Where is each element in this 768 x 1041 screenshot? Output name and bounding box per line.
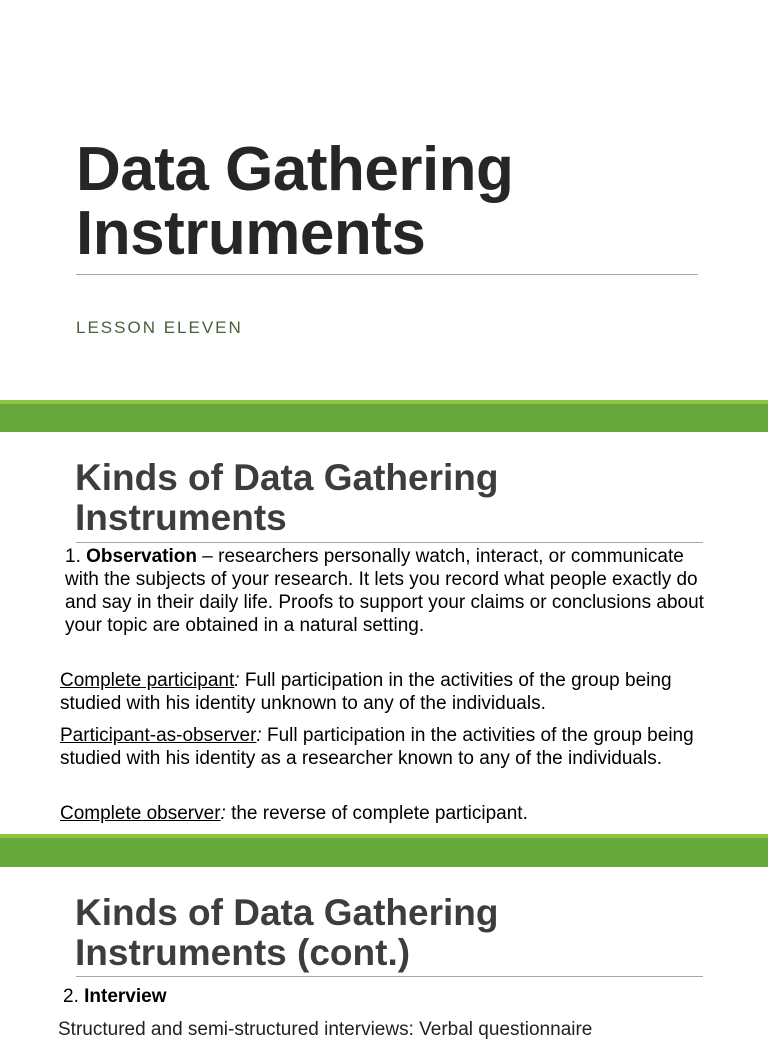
interview-partial-text: Structured and semi-structured interviews: Verbal questionnaire [58,1019,593,1040]
role-separator: : [256,725,262,746]
item-description: – researchers personally watch, interact, or communicate with the subjects of your research. It lets you record what people exactly do and say in their daily life. Proofs to support your claims or conclusions about your topic are obtained in a natural setting. [65,546,704,636]
role-term: Complete observer [60,803,221,824]
item-term: Interview [84,986,167,1007]
observation-paragraph [65,545,720,637]
slide-title-line-1: Kinds of Data Gathering [75,457,499,498]
slide-title-line-1: Kinds of Data Gathering [75,892,499,933]
role-paragraph [60,802,720,825]
role-description: the reverse of complete participant. [225,803,528,824]
item-number: 1. [65,546,87,567]
role-description: Full participation in the activities of the group being studied with his identity unknown to any of the individuals. [60,670,672,714]
title-divider [76,274,698,275]
slide-title-divider [76,542,703,543]
role-separator: : [220,803,226,824]
lesson-subtitle: LESSON ELEVEN [76,318,243,337]
role-paragraph [60,724,720,770]
role-separator: : [234,670,240,691]
slide-title [75,893,498,973]
role-paragraph [60,669,720,715]
interview-heading [63,985,723,1008]
title-slide [0,0,768,400]
role-term: Complete participant [60,670,235,691]
item-number: 2. [63,986,85,1007]
item-term: Observation [86,546,197,567]
band-highlight [0,400,768,404]
title-line-1: Data Gathering [76,135,514,204]
kinds-slide [0,432,768,834]
slide-title [75,458,498,538]
presentation-title [76,135,514,268]
slide-title-line-2: Instruments [75,497,287,538]
kinds-cont-slide [0,867,768,1040]
slide-title-divider [76,976,703,977]
band-highlight [0,834,768,838]
role-description: Full participation in the activities of the group being studied with his identity as a researcher known to any of the individuals. [60,725,694,769]
slide-title-line-2: Instruments (cont.) [75,932,411,973]
slide-separator-band [0,400,768,432]
title-line-2: Instruments [76,199,426,268]
slide-separator-band [0,834,768,867]
role-term: Participant-as-observer [60,725,257,746]
